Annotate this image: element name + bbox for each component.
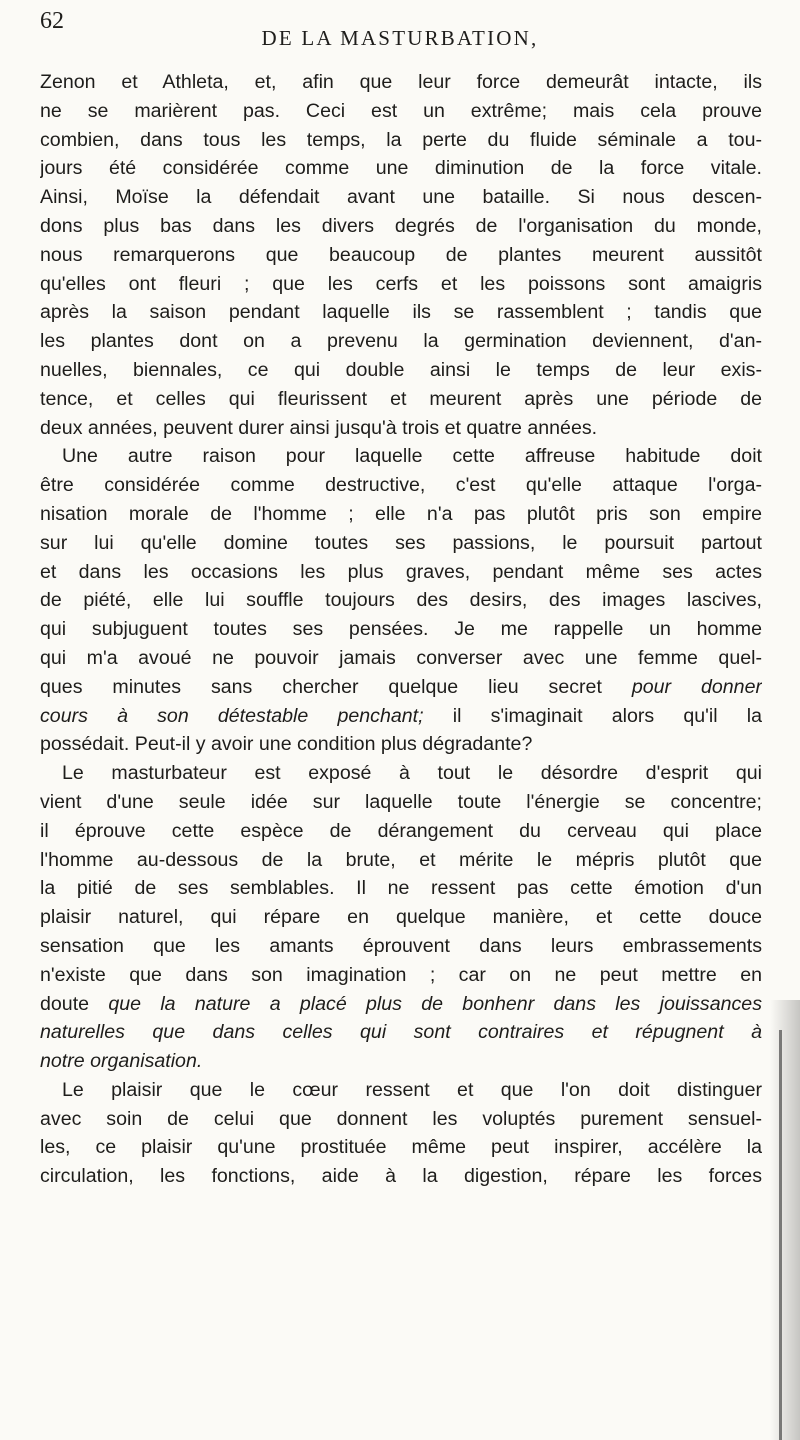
text-line xyxy=(40,903,762,932)
text-line xyxy=(40,990,762,1019)
plain-text: possédait. Peut-il y avoir une condition plus dégradante? xyxy=(40,733,533,756)
text-line xyxy=(40,154,762,183)
text-line xyxy=(40,356,762,385)
plain-text: ne se marièrent pas. Ceci est un extrême; mais cela prouve xyxy=(40,99,762,122)
plain-text: Une autre raison pour laquelle cette affreuse habitude doit xyxy=(62,445,762,468)
text-line xyxy=(40,788,762,817)
text-line xyxy=(40,298,762,327)
plain-text: les plantes dont on a prevenu la germination deviennent, d'an- xyxy=(40,330,762,353)
text-line xyxy=(40,932,762,961)
text-line xyxy=(40,644,762,673)
plain-text: Le masturbateur est exposé à tout le désordre d'esprit qui xyxy=(62,762,762,785)
text-line xyxy=(40,615,762,644)
plain-text: Le plaisir que le cœur ressent et que l'on doit distinguer xyxy=(62,1078,762,1101)
italic-text: cours à son détestable penchant; xyxy=(40,704,424,727)
text-line xyxy=(40,817,762,846)
plain-text: il s'imaginait alors qu'il la xyxy=(452,704,762,727)
body-text xyxy=(40,68,762,1191)
text-line xyxy=(40,68,762,97)
plain-text: ques minutes sans chercher quelque lieu secret xyxy=(40,675,602,698)
text-line xyxy=(40,673,762,702)
plain-text: nous remarquerons que beaucoup de plantes meurent aussitôt xyxy=(40,243,762,266)
plain-text: n'existe que dans son imagination ; car on ne peut mettre en xyxy=(40,963,762,986)
plain-text: sur lui qu'elle domine toutes ses passions, le poursuit partout xyxy=(40,531,762,554)
plain-text: avec soin de celui que donnent les voluptés purement sensuel- xyxy=(40,1107,762,1130)
plain-text: combien, dans tous les temps, la perte du fluide séminale a tou- xyxy=(40,128,762,151)
text-line xyxy=(40,212,762,241)
plain-text: les, ce plaisir qu'une prostituée même peut inspirer, accélère la xyxy=(40,1136,762,1159)
plain-text: l'homme au-dessous de la brute, et mérite le mépris plutôt que xyxy=(40,848,762,871)
text-line xyxy=(40,414,762,443)
text-line xyxy=(40,97,762,126)
page-number: 62 xyxy=(40,8,64,34)
plain-text: sensation que les amants éprouvent dans leurs embrassements xyxy=(40,934,762,957)
text-line xyxy=(40,327,762,356)
text-line xyxy=(40,759,762,788)
plain-text: Ainsi, Moïse la défendait avant une bataille. Si nous descen- xyxy=(40,186,762,209)
plain-text: la pitié de ses semblables. Il ne ressent pas cette émotion d'un xyxy=(40,877,762,900)
plain-text: dons plus bas dans les divers degrés de l'organisation du monde, xyxy=(40,214,762,237)
plain-text: de piété, elle lui souffle toujours des desirs, des images lascives, xyxy=(40,589,762,612)
plain-text: Zenon et Athleta, et, afin que leur force demeurât intacte, ils xyxy=(40,71,762,93)
page-edge-line xyxy=(779,1030,782,1440)
plain-text: doute xyxy=(40,992,90,1015)
plain-text: il éprouve cette espèce de dérangement du cerveau qui place xyxy=(40,819,762,842)
text-line xyxy=(40,1133,762,1162)
text-line xyxy=(40,846,762,875)
running-title: DE LA MASTURBATION, xyxy=(261,26,539,50)
text-line xyxy=(40,1162,762,1191)
plain-text: et dans les occasions les plus graves, pendant même ses actes xyxy=(40,560,762,583)
plain-text: nuelles, biennales, ce qui double ainsi le temps de leur exis- xyxy=(40,358,762,381)
text-line xyxy=(40,558,762,587)
text-line xyxy=(40,241,762,270)
plain-text: après la saison pendant laquelle ils se rassemblent ; tandis que xyxy=(40,301,762,324)
plain-text: circulation, les fonctions, aide à la digestion, répare les forces xyxy=(40,1165,762,1188)
text-line xyxy=(40,586,762,615)
italic-text: que la nature a placé plus de bonhenr dans les jouissances xyxy=(108,992,762,1015)
text-line xyxy=(40,500,762,529)
plain-text: plaisir naturel, qui répare en quelque manière, et cette douce xyxy=(40,906,762,929)
italic-text: notre organisation. xyxy=(40,1050,203,1073)
text-line xyxy=(40,874,762,903)
plain-text: vient d'une seule idée sur laquelle toute l'énergie se concentre; xyxy=(40,790,762,813)
text-line xyxy=(40,183,762,212)
text-line xyxy=(40,1076,762,1105)
plain-text: jours été considérée comme une diminution de la force vitale. xyxy=(40,157,762,180)
text-line xyxy=(40,1018,762,1047)
text-line xyxy=(40,529,762,558)
plain-text: nisation morale de l'homme ; elle n'a pas plutôt pris son empire xyxy=(40,502,762,525)
text-line xyxy=(40,471,762,500)
text-line xyxy=(40,730,762,759)
text-line xyxy=(40,442,762,471)
plain-text: deux années, peuvent durer ainsi jusqu'à trois et quatre années. xyxy=(40,416,598,439)
text-line xyxy=(40,1105,762,1134)
text-line xyxy=(40,1047,762,1076)
plain-text: qui subjuguent toutes ses pensées. Je me rappelle un homme xyxy=(40,618,762,641)
text-line xyxy=(40,385,762,414)
plain-text: qui m'a avoué ne pouvoir jamais converser avec une femme quel- xyxy=(40,646,762,669)
italic-text: pour donner xyxy=(631,675,762,698)
page-edge-shadow xyxy=(770,1000,800,1440)
text-line xyxy=(40,961,762,990)
plain-text: être considérée comme destructive, c'est qu'elle attaque l'orga- xyxy=(40,474,762,497)
text-line xyxy=(40,270,762,299)
italic-text: naturelles que dans celles qui sont contraires et répugnent à xyxy=(40,1021,762,1044)
plain-text: qu'elles ont fleuri ; que les cerfs et les poissons sont amaigris xyxy=(40,272,762,295)
plain-text: tence, et celles qui fleurissent et meurent après une période de xyxy=(40,387,762,410)
text-line xyxy=(40,126,762,155)
text-line xyxy=(40,702,762,731)
